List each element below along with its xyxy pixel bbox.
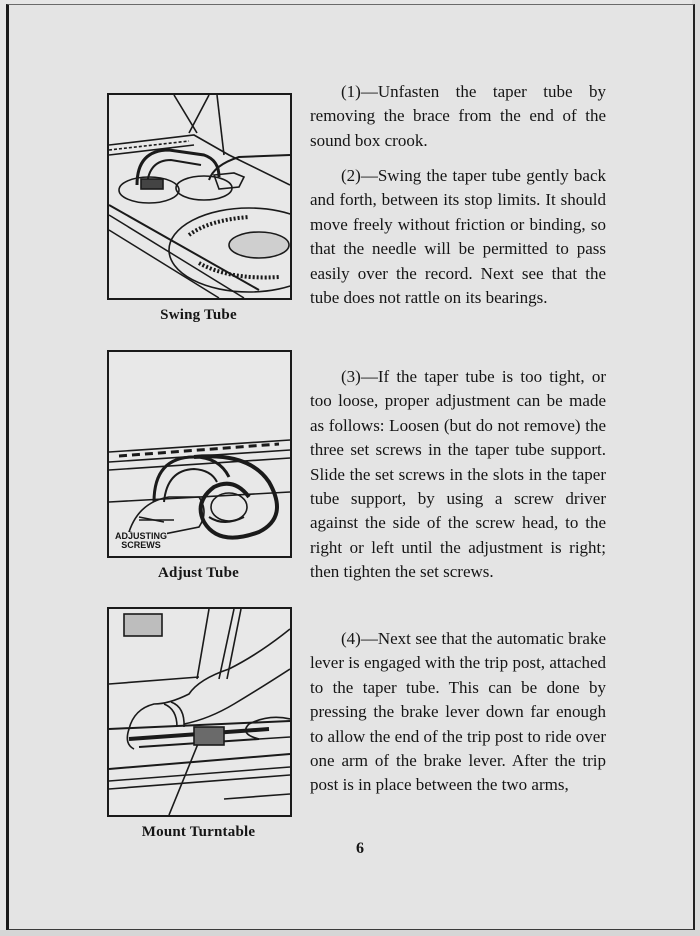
figure-caption: Swing Tube: [160, 307, 237, 323]
figure-swing-tube: [107, 93, 290, 324]
adjust-tube-drawing-icon: [109, 352, 290, 556]
figure-adjust-tube: [107, 350, 290, 582]
instruction-step-4: [310, 627, 606, 815]
adjusting-screws-label: [115, 532, 167, 550]
page-number: 6: [356, 840, 364, 857]
figure-caption: Mount Turntable: [141, 824, 256, 840]
mount-turntable-illustration: [107, 607, 292, 817]
figure-mount-turntable: [107, 607, 290, 841]
instruction-step-3: [310, 365, 606, 602]
swing-tube-illustration: [107, 93, 292, 300]
mount-turntable-drawing-icon: [109, 609, 290, 815]
instruction-step-2: [310, 164, 606, 327]
adjust-tube-illustration: [107, 350, 292, 558]
swing-tube-drawing-icon: [109, 95, 290, 298]
figure-caption: Adjust Tube: [158, 565, 239, 581]
paragraph-text: (3)—If the taper tube is too tight, or too loose, proper adjustment can be made as follows: Loosen (but do not remove) the three set screws in the taper tube support. Slide the set screws in the slots in the taper tube support, by using a screw driver against the side of the screw head, to the right or left until the adjustment is right; then tighten the set screws.: [310, 367, 606, 582]
paragraph-text: (2)—Swing the taper tube gently back and forth, between its stop limits. It should move freely without friction or binding, so that the needle will be permitted to pass easily over the record. Next see that the tube does not rattle on its bearings.: [310, 166, 606, 308]
paragraph-text: (4)—Next see that the automatic brake lever is engaged with the trip post, attached to the taper tube. This can be done by pressing the brake lever down far enough to allow the end of the trip post to ride over one arm of the brake lever. After the trip post is in place between the two arms,: [310, 629, 606, 795]
inset-label-line1: ADJUSTING: [115, 531, 168, 541]
instruction-step-1: [310, 80, 606, 170]
scan-bottom-margin: [0, 930, 700, 936]
paragraph-text: (1)—Unfasten the taper tube by removing the brace from the end of the sound box crook.: [310, 82, 606, 150]
inset-label-line2: SCREWS: [121, 540, 161, 550]
